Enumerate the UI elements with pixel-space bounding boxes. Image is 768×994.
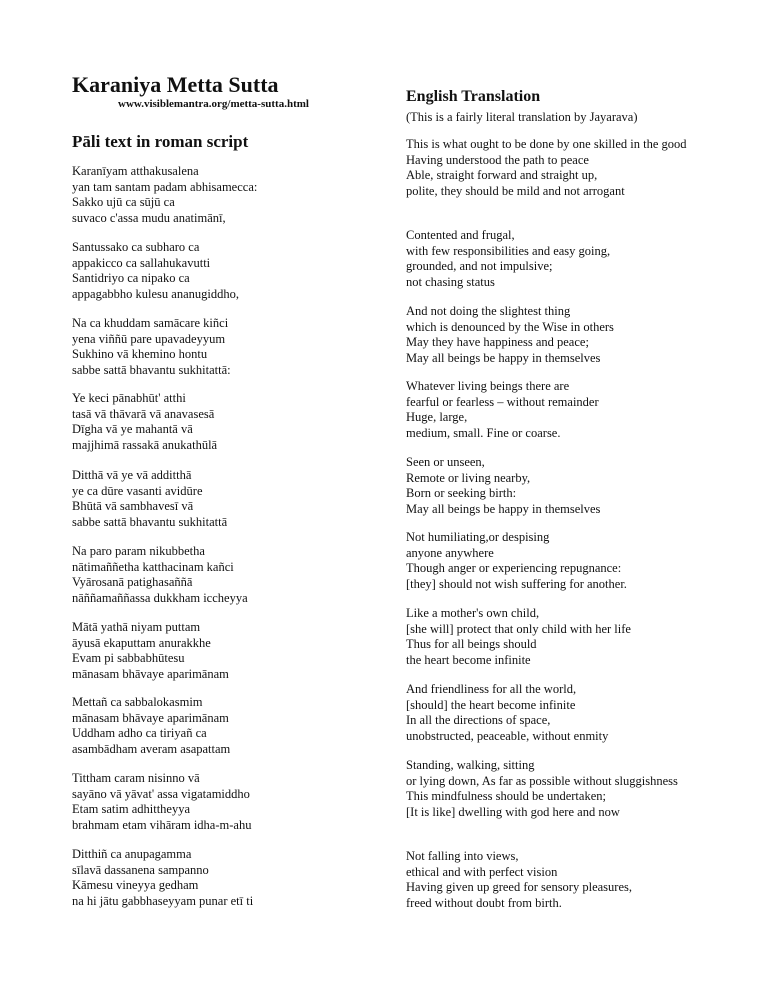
english-line: the heart become infinite (406, 652, 531, 667)
english-line: In all the directions of space, (406, 713, 551, 728)
english-line: Remote or living nearby, (406, 470, 531, 485)
english-line: Though anger or experiencing repugnance: (406, 561, 622, 576)
english-line: grounded, and not impulsive; (406, 259, 553, 274)
pali-line: Mettañ ca sabbalokasmim (72, 695, 203, 709)
pali-verse (72, 316, 372, 378)
english-line: anyone anywhere (406, 545, 494, 560)
english-verse (406, 758, 706, 820)
english-line: fearful or fearless – without remainder (406, 394, 599, 409)
source-url: www.visiblemantra.org/metta-sutta.html (118, 98, 309, 110)
pali-line: Santidriyo ca nipako ca (72, 271, 190, 286)
english-line: Having understood the path to peace (406, 152, 589, 167)
pali-line: Dīgha vā ye mahantā vā (72, 422, 193, 437)
pali-line: Mātā yathā niyam puttam (72, 620, 201, 634)
pali-verse (72, 240, 372, 302)
english-line: freed without doubt from birth. (406, 895, 562, 910)
pali-line: Karanīyam atthakusalena (72, 164, 199, 178)
english-verse (406, 530, 706, 592)
english-line: medium, small. Fine or coarse. (406, 425, 561, 440)
pali-line: Tittham caram nisinno vā (72, 771, 200, 785)
pali-line: asambādham averam asapattam (72, 741, 231, 756)
pali-line: nāññamaññassa dukkham iccheyya (72, 590, 248, 605)
pali-line: Sakko ujū ca sūjū ca (72, 195, 175, 210)
english-line: May all beings be happy in themselves (406, 501, 601, 516)
english-line: not chasing status (406, 274, 495, 289)
pali-line: ye ca dūre vasanti avidūre (72, 483, 203, 498)
english-line: [It is like] dwelling with god here and now (406, 804, 620, 819)
english-line: Seen or unseen, (406, 455, 485, 469)
english-line: [they] should not wish suffering for another. (406, 576, 627, 591)
english-line: Standing, walking, sitting (406, 758, 535, 772)
pali-line: Ditthā vā ye vā additthā (72, 468, 192, 482)
english-verse (406, 228, 706, 290)
english-line: May all beings be happy in themselves (406, 350, 601, 365)
english-line: Like a mother's own child, (406, 606, 540, 620)
english-verse (406, 606, 706, 668)
english-line: ethical and with perfect vision (406, 864, 558, 879)
pali-line: tasā vā thāvarā vā anavasesā (72, 406, 215, 421)
pali-heading: Pāli text in roman script (72, 132, 249, 151)
english-verse (406, 682, 706, 744)
english-line: which is denounced by the Wise in others (406, 319, 614, 334)
pali-line: na hi jātu gabbhaseyyam punar etī ti (72, 893, 254, 908)
english-line: And friendliness for all the world, (406, 682, 577, 696)
pali-verse (72, 771, 372, 833)
english-line: Huge, large, (406, 410, 468, 425)
pali-line: āyusā ekaputtam anurakkhe (72, 635, 211, 650)
english-line: polite, they should be mild and not arrogant (406, 183, 625, 198)
pali-line: mānasam bhāvaye aparimānam (72, 710, 229, 725)
pali-verse (72, 468, 372, 530)
pali-line: sabbe sattā bhavantu sukhitattā (72, 514, 228, 529)
pali-line: sayāno vā yāvat' assa vigatamiddho (72, 786, 250, 801)
english-line: Contented and frugal, (406, 228, 515, 242)
pali-line: nātimaññetha katthacinam kañci (72, 559, 234, 574)
pali-verse (72, 847, 372, 909)
pali-verse (72, 391, 372, 453)
english-line: This is what ought to be done by one skilled in the good (406, 137, 687, 151)
english-subheading: (This is a fairly literal translation by Jayarava) (406, 110, 638, 124)
pali-line: Na ca khuddam samācare kiñci (72, 316, 229, 330)
english-line: And not doing the slightest thing (406, 304, 571, 318)
pali-line: suvaco c'assa mudu anatimānī, (72, 210, 226, 225)
pali-line: Ye keci pānabhūt' atthi (72, 391, 186, 405)
english-verse (406, 849, 706, 911)
english-line: Whatever living beings there are (406, 379, 570, 393)
english-line: Able, straight forward and straight up, (406, 168, 598, 183)
pali-line: appagabbho kulesu ananugiddho, (72, 286, 239, 301)
pali-line: sīlavā dassanena sampanno (72, 862, 209, 877)
pali-line: yan tam santam padam abhisamecca: (72, 179, 258, 194)
pali-line: brahmam etam vihāram idha-m-ahu (72, 817, 252, 832)
pali-line: Bhūtā vā sambhavesī vā (72, 499, 194, 514)
pali-line: majjhimā rassakā anukathūlā (72, 437, 218, 452)
english-verse (406, 455, 706, 517)
english-line: [she will] protect that only child with her life (406, 621, 631, 636)
english-line: May they have happiness and peace; (406, 335, 589, 350)
pali-verse (72, 695, 372, 757)
pali-line: Etam satim adhittheyya (72, 802, 191, 817)
english-line: or lying down, As far as possible without sluggishness (406, 773, 678, 788)
pali-line: Na paro param nikubbetha (72, 544, 205, 558)
pali-line: Sukhino vā khemino hontu (72, 347, 208, 362)
english-line: Not falling into views, (406, 849, 519, 863)
english-verse (406, 137, 706, 199)
english-line: Not humiliating,or despising (406, 530, 550, 544)
english-line: Having given up greed for sensory pleasures, (406, 880, 632, 895)
pali-verse (72, 164, 372, 226)
english-line: Born or seeking birth: (406, 486, 517, 501)
page-title: Karaniya Metta Sutta (72, 72, 279, 97)
pali-verse (72, 620, 372, 682)
pali-line: Uddham adho ca tiriyañ ca (72, 726, 207, 741)
english-verse (406, 379, 706, 441)
english-line: [should] the heart become infinite (406, 697, 576, 712)
english-line: This mindfulness should be undertaken; (406, 789, 606, 804)
pali-line: sabbe sattā bhavantu sukhitattā: (72, 362, 231, 377)
pali-line: Evam pi sabbabhūtesu (72, 651, 185, 666)
pali-line: Vyārosanā patighasaññā (72, 575, 193, 590)
english-line: unobstructed, peaceable, without enmity (406, 728, 609, 743)
english-verse (406, 304, 706, 366)
english-line: Thus for all beings should (406, 637, 537, 652)
english-line: with few responsibilities and easy going, (406, 243, 611, 258)
pali-line: yena viññū pare upavadeyyum (72, 331, 226, 346)
pali-line: appakicco ca sallahukavutti (72, 255, 211, 270)
pali-verse (72, 544, 372, 606)
pali-line: mānasam bhāvaye aparimānam (72, 666, 229, 681)
pali-line: Santussako ca subharo ca (72, 240, 200, 254)
pali-line: Kāmesu vineyya gedham (72, 878, 199, 893)
pali-line: Ditthiñ ca anupagamma (72, 847, 192, 861)
english-heading: English Translation (406, 88, 541, 105)
